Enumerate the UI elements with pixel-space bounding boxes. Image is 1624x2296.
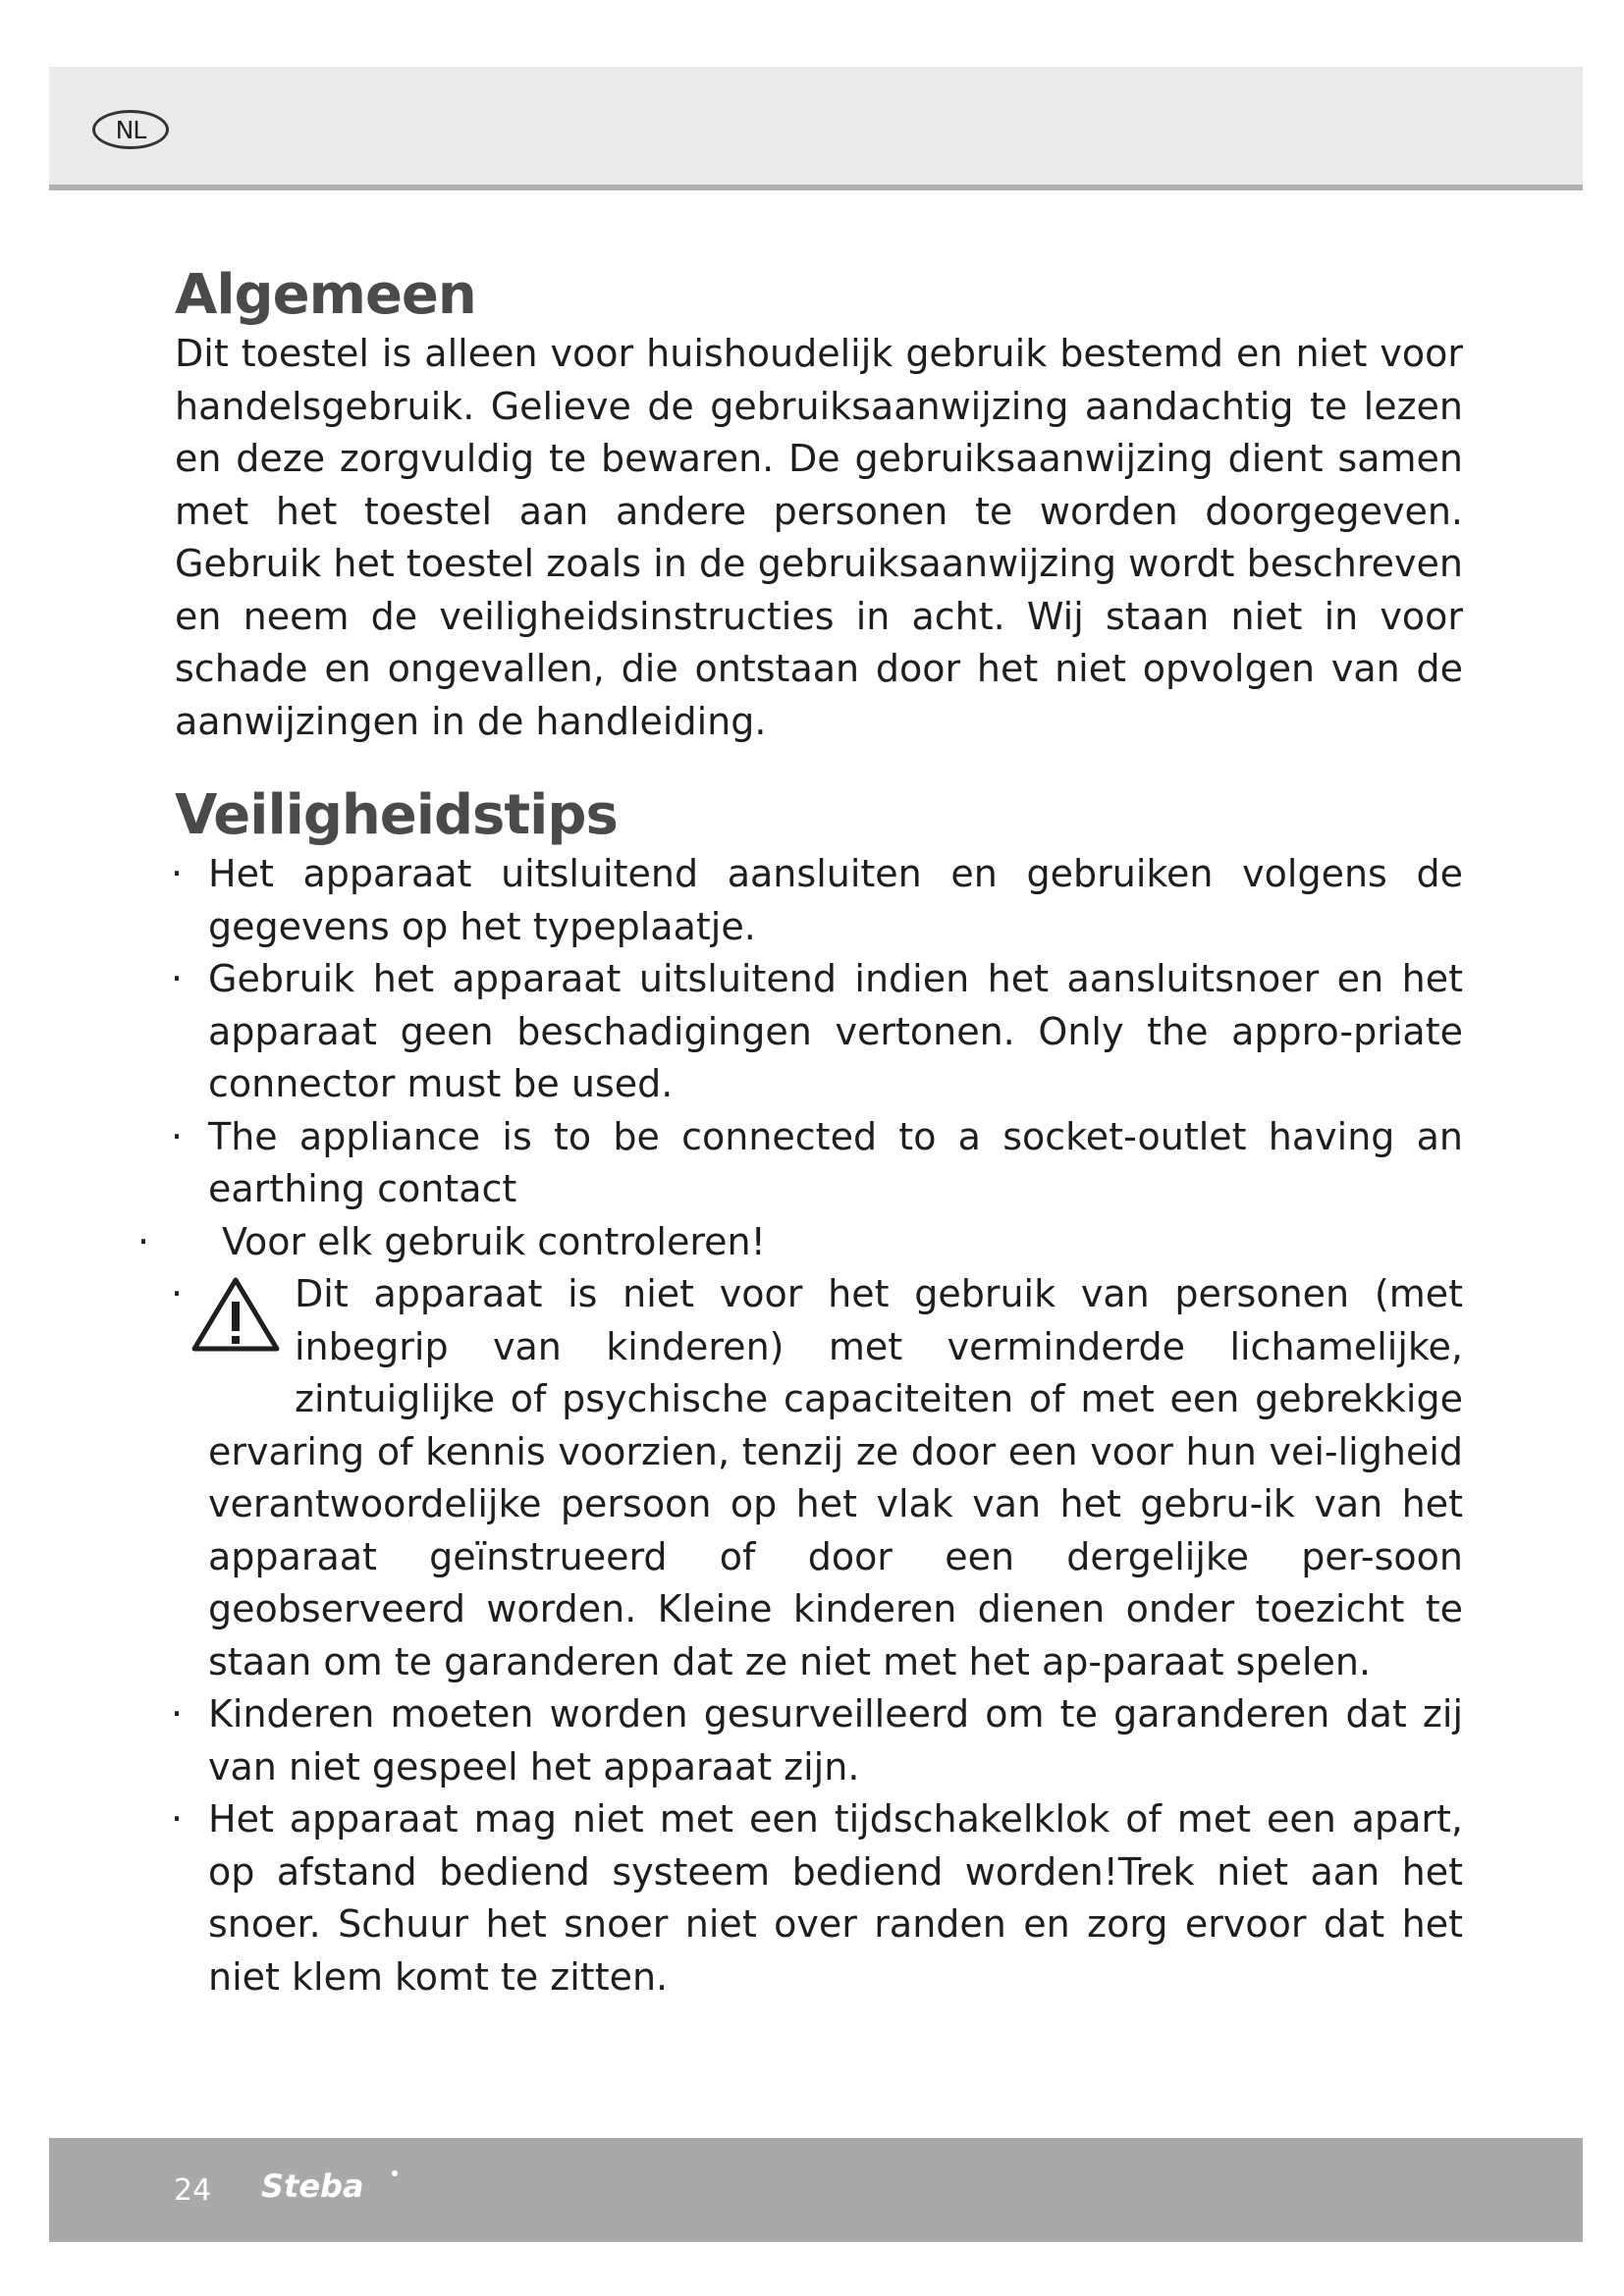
list-item	[175, 848, 1463, 953]
list-item-text: Kinderen moeten worden gesurveilleerd om te garanderen dat zij van niet gespeel het apparaat zijn.	[208, 1692, 1463, 1789]
list-item	[175, 1216, 1463, 1269]
svg-text:Steba: Steba	[261, 2167, 364, 2205]
general-paragraph: Dit toestel is alleen voor huishoudelijk gebruik bestemd en niet voor handelsgebruik. Gelieve de gebruiksaanwijzing aandachtig te lezen en deze zorgvuldig te bewaren. De gebruiksaanwijzing dient samen met het toestel aan andere personen te worden doorgegeven. Gebruik het toestel zoals in de gebruiksaanwijzing wordt beschreven en neem de veiligheidsinstructies in acht. Wij staan niet in voor schade en ongevallen, die ontstaan door het niet opvolgen van de aanwijzingen in de handleiding.	[175, 332, 1463, 743]
page-footer	[49, 2138, 1583, 2242]
language-badge: NL	[92, 110, 169, 149]
list-item	[175, 1688, 1463, 1793]
list-item-text: Dit apparaat is niet voor het gebruik van personen (met inbegrip van kinderen) met verminderde lichamelijke, zintuiglijke of psychische capaciteiten of met een gebrekkige ervaring of kennis voorzien, tenzij ze door een voor hun vei-ligheid verantwoordelijke persoon op het vlak van het gebru-ik van het apparaat geïnstrueerd of door een dergelijke per-soon geobserveerd worden. Kleine kinderen dienen onder toezicht te staan om te garanderen dat ze niet met het ap-paraat spelen.	[208, 1272, 1463, 1683]
list-item-text: The appliance is to be connected to a socket-outlet having an earthing contact	[208, 1114, 1463, 1210]
list-item-text: Voor elk gebruik controleren!	[222, 1219, 766, 1263]
list-item	[175, 1793, 1463, 2003]
page-content	[175, 263, 1510, 2003]
list-item-text: Gebruik het apparaat uitsluitend indien het aansluitsnoer en het apparaat geen beschadigingen vertonen. Only the appro-priate connector must be used.	[208, 957, 1463, 1105]
section-title-general: Algemeen	[175, 263, 476, 327]
list-item	[175, 1111, 1463, 1216]
list-item-text: Het apparaat uitsluitend aansluiten en gebruiken volgens de gegevens op het typeplaatje.	[208, 852, 1463, 948]
safety-tips-list	[175, 848, 1463, 2003]
list-item	[175, 953, 1463, 1111]
page-header	[49, 67, 1583, 190]
warning-icon	[190, 1268, 289, 1376]
section-title-safety: Veiligheidstips	[175, 783, 618, 847]
list-item-text: Het apparaat mag niet met een tijdschakelklok of met een apart, op afstand bediend systeem bediend worden!Trek niet aan het snoer. Schuur het snoer niet over randen en zorg ervoor dat het niet klem komt te zitten.	[208, 1797, 1463, 1999]
list-item	[175, 1268, 1463, 1688]
steba-logo	[257, 2165, 405, 2209]
page-number: 24	[174, 2173, 212, 2208]
